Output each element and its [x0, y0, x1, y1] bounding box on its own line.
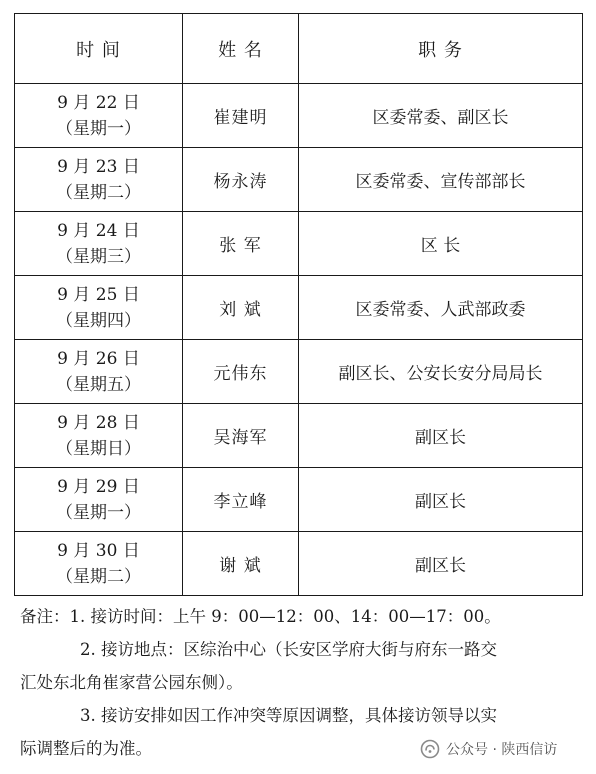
position-cell: 区委常委、副区长 [299, 84, 583, 148]
table-header-row [15, 14, 583, 84]
date-text: 9 月 29 日 [57, 476, 140, 497]
name-cell: 李立峰 [183, 468, 299, 532]
table-row [15, 468, 583, 532]
account-watermark [420, 738, 557, 760]
wechat-official-account-icon [420, 739, 440, 759]
position-cell: 副区长 [299, 532, 583, 596]
date-cell [15, 276, 183, 340]
date-cell [15, 212, 183, 276]
date-cell [15, 468, 183, 532]
weekday-text: （星期一） [56, 118, 141, 139]
name-cell: 崔建明 [183, 84, 299, 148]
date-text: 9 月 23 日 [57, 156, 140, 177]
remark-adjustment-continued: 际调整后的为准。 [20, 739, 152, 758]
table-row [15, 212, 583, 276]
position-cell: 副区长、公安长安分局局长 [299, 340, 583, 404]
remark-adjustment: 3. 接访安排如因工作冲突等原因调整，具体接访领导以实 [80, 706, 497, 725]
position-cell: 副区长 [299, 404, 583, 468]
name-cell: 张 军 [183, 212, 299, 276]
remark-location: 2. 接访地点：区综治中心（长安区学府大街与府东一路交 [80, 640, 497, 659]
weekday-text: （星期五） [56, 374, 141, 395]
table-row [15, 148, 583, 212]
table-row [15, 276, 583, 340]
remark-time: 备注：1. 接访时间：上午 9：00—12：00、14：00—17：00。 [20, 607, 501, 626]
position-cell: 副区长 [299, 468, 583, 532]
table-row [15, 84, 583, 148]
date-text: 9 月 24 日 [57, 220, 140, 241]
header-time: 时 间 [15, 14, 183, 84]
date-cell [15, 84, 183, 148]
position-cell: 区委常委、宣传部部长 [299, 148, 583, 212]
table-row [15, 404, 583, 468]
name-cell: 吴海军 [183, 404, 299, 468]
weekday-text: （星期二） [56, 182, 141, 203]
weekday-text: （星期二） [56, 566, 141, 587]
header-name: 姓 名 [183, 14, 299, 84]
table-row [15, 532, 583, 596]
reception-schedule-table [14, 13, 583, 596]
name-cell: 元伟东 [183, 340, 299, 404]
date-text: 9 月 26 日 [57, 348, 140, 369]
date-text: 9 月 28 日 [57, 412, 140, 433]
weekday-text: （星期一） [56, 502, 141, 523]
date-text: 9 月 25 日 [57, 284, 140, 305]
header-position: 职 务 [299, 14, 583, 84]
name-cell: 杨永涛 [183, 148, 299, 212]
date-text: 9 月 22 日 [57, 92, 140, 113]
date-cell [15, 532, 183, 596]
weekday-text: （星期四） [56, 310, 141, 331]
remark-location-continued: 汇处东北角崔家营公园东侧）。 [20, 673, 243, 692]
name-cell: 谢 斌 [183, 532, 299, 596]
date-text: 9 月 30 日 [57, 540, 140, 561]
table-row [15, 340, 583, 404]
position-cell: 区委常委、人武部政委 [299, 276, 583, 340]
date-cell [15, 148, 183, 212]
weekday-text: （星期日） [56, 438, 141, 459]
date-cell [15, 340, 183, 404]
position-cell: 区 长 [299, 212, 583, 276]
date-cell [15, 404, 183, 468]
watermark-text: 公众号 · 陕西信访 [446, 742, 558, 758]
weekday-text: （星期三） [56, 246, 141, 267]
name-cell: 刘 斌 [183, 276, 299, 340]
